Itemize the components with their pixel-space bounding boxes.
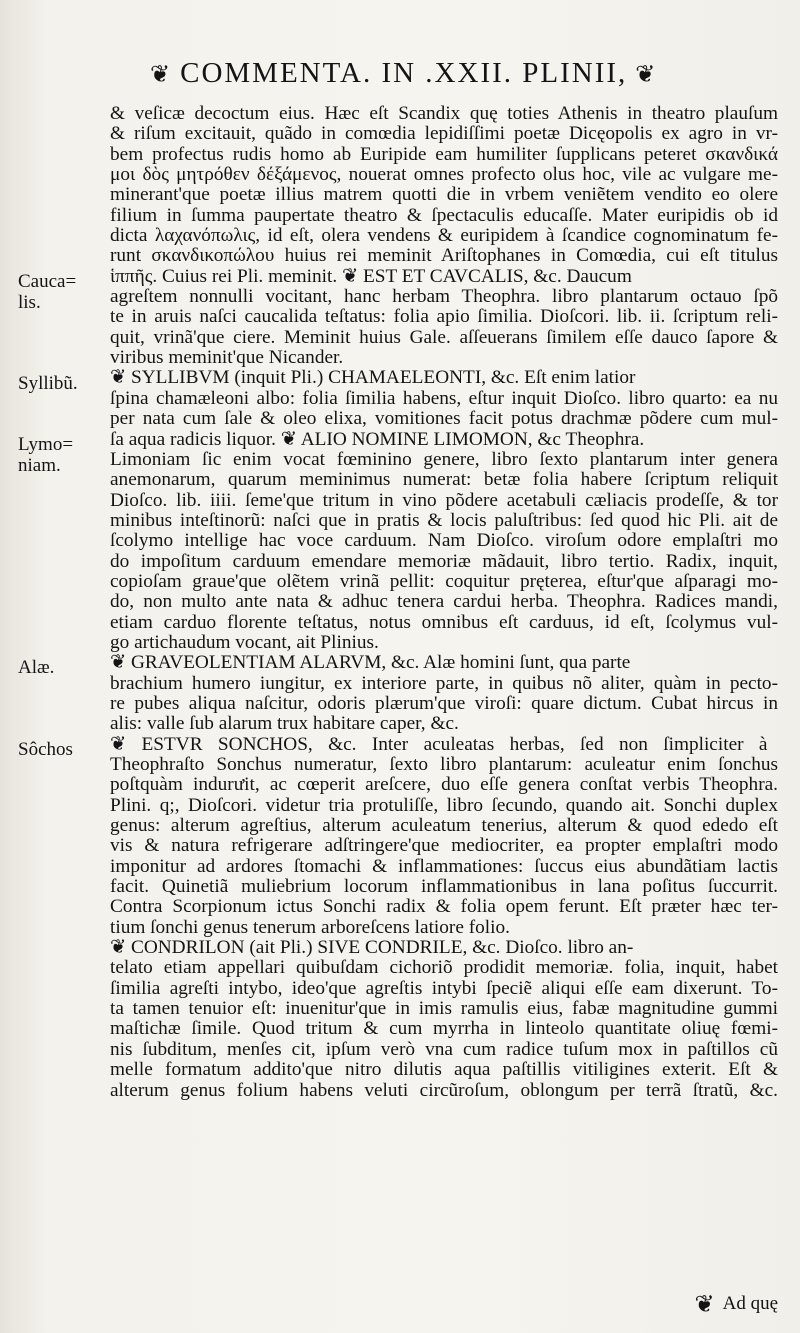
margin-note: Alæ. — [18, 657, 55, 679]
text-line: do, non multo ante nata & adhuc tenera cardui herba. Theophra. Radices mandi, — [110, 592, 778, 613]
text-line: minibus inteſtinorũ: naſci que in pratis & locis paluſtribus: ſed quod hic Pli. ait de — [110, 510, 778, 531]
header-title: COMMENTA. IN .XXII. PLINII, — [180, 56, 628, 89]
text-line: do impoſitum carduum emendare memoriæ mãdauit, libro tertio. Radix, inquit, — [110, 551, 778, 572]
text-line: ❦ GRAVEOLENTIAM ALARVM, &c. Alæ homini ſunt, qua parte — [110, 653, 631, 674]
text-line: minerant'que poetæ illius matrem quotti die in vrbem veniẽtem vendito eo olere — [110, 185, 778, 206]
text-line: re pubes aliqua naſcitur, odoris plærum'que viroſi: quare dictum. Cubat hircus in — [110, 693, 778, 714]
text-line: telato etiam appellari quibuſdam cichoriõ prodidit memoriæ. folia, inquit, habet — [110, 958, 778, 979]
text-line: viribus meminit'que Nicander. — [110, 348, 344, 369]
text-line: quit, vrinã'que ciere. Meminit huius Gale. aſſeuerans ſimilem eſſe dauco ſapore & — [110, 327, 778, 348]
text-line: ſpina chamæleoni albo: folia ſimilia habens, eſtur inquit Dioſco. libro quarto: ea nu — [110, 388, 778, 409]
fleuron-icon: ❦ — [150, 61, 173, 88]
text-line: maſtichæ ſimile. Quod tritum & cum myrrha in linteolo quantitate oliuę fœmi- — [110, 1019, 778, 1040]
text-line: melle formatum addito'que nitro dilutis aqua paſtillis vitiligines exterit. Eſt & — [110, 1060, 778, 1081]
text-line: bem profectus rudis homo ab Euripide eam humiliter ſupplicans peteret σκανδικά — [110, 144, 778, 165]
text-line: agreſtem nonnulli vocitant, hanc herbam Theophra. libro plantarum octauo ſpõ — [110, 287, 778, 308]
text-line: copioſam graue'que olẽtem vrinã pellit: coquitur pręterea, eſtur'que aſparagi mo- — [110, 571, 778, 592]
text-line: ❦ SYLLIBVM (inquit Pli.) CHAMAELEONTI, &c. Eſt enim latior — [110, 368, 636, 389]
text-line: μοι δὸς μητρόθεν δέξάμενος, nouerat omnes profecto olus hoc, vile ac vulgare me- — [110, 165, 778, 186]
text-line: filium in ſumma paupertate theatro & ſpectaculis educaſſe. Mater euripidis ob id — [110, 205, 778, 226]
running-header — [150, 56, 760, 90]
text-line: dicta λαχανόπωλις, id eſt, olera vendens & euripidem à ſcandice cognominatum fe- — [110, 226, 778, 247]
text-line: brachium humero iungitur, ex interiore parte, in quibus nõ aliter, quàm in pecto- — [110, 673, 778, 694]
text-line: ſcolymo intellige hac voce carduum. Nam Dioſco. viroſum odore emplaſtri mo — [110, 531, 778, 552]
text-line: tium ſonchi genus tenerum arboreſcens latiore folio. — [110, 917, 510, 938]
text-line: alis: valle ſub alarum trux habitare caper, &c. — [110, 714, 459, 735]
text-line: go artichaudum vocant, ait Plinius. — [110, 632, 379, 653]
text-line: Contra Scorpionum ictus Sonchi radix & folia opem ferunt. Eſt præter hæc ter- — [110, 897, 778, 918]
margin-note: Cauca= lis. — [18, 270, 77, 313]
text-line: nis ſubditum, menſes cit, ipſum verò vna cum radice tuſum mox in paſtillos cũ — [110, 1039, 778, 1060]
text-line: per nata cum ſale & oleo elixa, vomitiones facit potus drachmæ põdere cum mul- — [110, 409, 778, 430]
text-line: te in aruis naſci caucalida teſtatus: folia apio ſimilia. Dioſcori. lib. ii. ſcriptum reli- — [110, 307, 778, 328]
text-line: ſa aqua radicis liquor. ❦ ALIO NOMINE LIMOMON, &c Theophra. — [110, 429, 645, 450]
margin-note: Lymo= niam. — [18, 433, 74, 476]
fleuron-icon: ❦ — [635, 61, 658, 88]
catchword: Ad quę — [722, 1292, 778, 1314]
margin-note: Syllibũ. — [18, 372, 78, 394]
text-line: ❦ ESTVR SONCHOS, &c. Inter aculeatas herbas, ſed non ſimpliciter à — [110, 734, 768, 755]
text-line: facit. Quinetiã muliebrium locorum inflammationibus in lana poſitus ſuccurrit. — [110, 877, 778, 898]
fleuron-icon: ❦ — [694, 1292, 715, 1318]
text-line: ta tamen tenuior eſt: inuenitur'que in imis ramulis eius, fabæ magnitudine gummi — [110, 999, 778, 1020]
text-line: poſtquàm indurưit, ac cœperit areſcere, duo eſſe genera conſtat verbis Theophra. — [110, 775, 778, 796]
text-line: & riſum excitauit, quãdo in comœdia lepidiſſimi poetæ Dicęopolis ex agro in vr- — [110, 124, 778, 145]
catchword-row — [694, 1289, 778, 1318]
text-line: anemonarum, quarum meminimus numerat: betæ folia habere ſcriptum reliquit — [110, 470, 778, 491]
text-line: alterum genus folium habens veluti circũroſum, oblongum per terrã ſtratũ, &c. — [110, 1080, 778, 1101]
text-line: runt σκανδικοπώλου huius rei meminit Ariſtophanes in Comœdia, cui eſt titulus — [110, 246, 778, 267]
main-text-block — [110, 104, 778, 1101]
text-line: etiam carduo florente teſtatus, notus omnibus eſt carduus, id eſt, ſcolymus vul- — [110, 612, 778, 633]
text-line: & veſicæ decoctum eius. Hæc eſt Scandix quę toties Athenis in theatro plauſum — [110, 104, 778, 124]
text-line: genus: alterum agreſtius, alterum aculeatum tenerius, alterum & quod ededo eſt — [110, 816, 778, 837]
text-line: ❦ CONDRILON (ait Pli.) SIVE CONDRILE, &c. Dioſco. libro an- — [110, 938, 634, 959]
text-line: ſimilia agreſti intybo, ideo'que agreſtis intybi ſpeciẽ aliqui eſſe eam dixerunt. To- — [110, 978, 778, 999]
text-line: Plini. q;, Dioſcori. videtur tria protuliſſe, libro ſecundo, quando ait. Sonchi duplex — [110, 795, 778, 816]
margin-note: Sôchos — [18, 738, 73, 760]
text-line: ἱππῆς. Cuius rei Pli. meminit. ❦ EST ET CAVCALIS, &c. Daucum — [110, 266, 632, 287]
text-line: vis & natura refrigerare adſtringere'que mediocriter, ea propter emplaſtri modo — [110, 836, 778, 857]
text-line: imponitur ad ardores ſtomachi & inflammationes: ſuccus eius abundãtiam lactis — [110, 856, 778, 877]
text-line: Theophraſto Sonchus numeratur, ſexto libro plantarum: aculeatur enim ſonchus — [110, 755, 778, 775]
text-line: Dioſco. lib. iiii. ſeme'que tritum in vino põdere acetabuli cæliacis prodeſſe, & tor — [110, 490, 778, 511]
text-line: Limoniam ſic enim vocat fœminino genere, libro ſexto plantarum inter genera — [110, 449, 778, 470]
